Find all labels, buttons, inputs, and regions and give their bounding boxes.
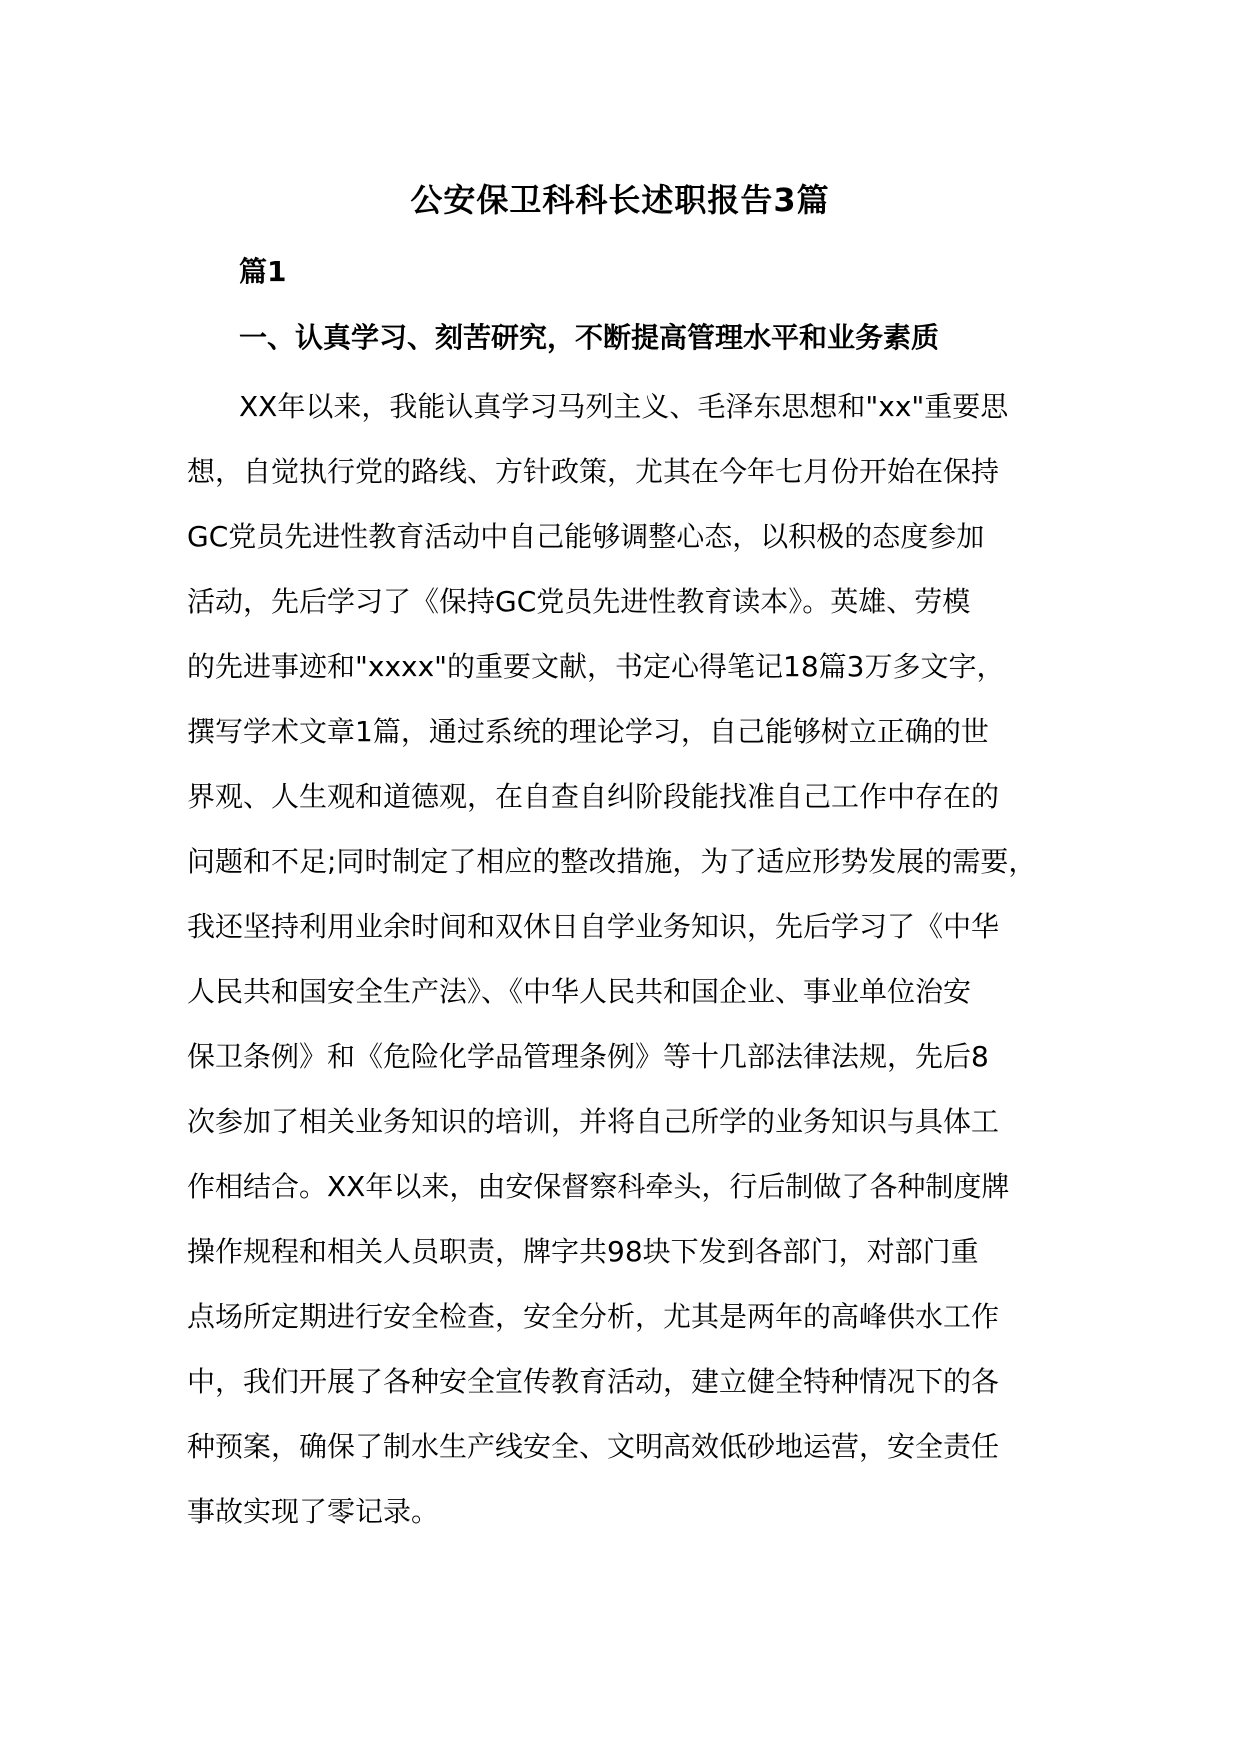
paragraph-line: 作相结合。XX年以来，由安保督察科牵头，行后制做了各种制度牌 [187,1170,1010,1203]
paragraph-line: 撰写学术文章1篇，通过系统的理论学习，自己能够树立正确的世 [187,715,989,748]
paragraph-line: 事故实现了零记录。 [187,1495,440,1528]
paragraph-line: 种预案，确保了制水生产线安全、文明高效低砂地运营，安全责任 [187,1430,1000,1463]
paragraph-line: 活动，先后学习了《保持GC党员先进性教育读本》。英雄、劳模 [187,585,971,618]
paragraph-line: 的先进事迹和"xxxx"的重要文献，书定心得笔记18篇3万多文字， [187,650,1005,683]
chapter-label: 篇1 [239,255,287,288]
paragraph-line: GC党员先进性教育活动中自己能够调整心态，以积极的态度参加 [187,520,985,553]
body-paragraph [187,385,1067,1555]
paragraph-line: 我还坚持利用业余时间和双休日自学业务知识，先后学习了《中华 [187,910,1000,943]
paragraph-line: 人民共和国安全生产法》、《中华人民共和国企业、事业单位治安 [187,975,972,1008]
paragraph-line: 中，我们开展了各种安全宣传教育活动，建立健全特种情况下的各 [187,1365,1000,1398]
paragraph-line: 操作规程和相关人员职责，牌字共98块下发到各部门，对部门重 [187,1235,979,1268]
document-title: 公安保卫科科长述职报告3篇 [410,181,830,219]
paragraph-line: 次参加了相关业务知识的培训，并将自己所学的业务知识与具体工 [187,1105,1000,1138]
paragraph-line: 界观、人生观和道德观，在自查自纠阶段能找准自己工作中存在的 [187,780,1000,813]
paragraph-line: 保卫条例》和《危险化学品管理条例》等十几部法律法规，先后8 [187,1040,989,1073]
paragraph-line: 问题和不足;同时制定了相应的整改措施，为了适应形势发展的需要， [187,845,1037,878]
paragraph-line: 点场所定期进行安全检查，安全分析，尤其是两年的高峰供水工作 [187,1300,1000,1333]
paragraph-line: 想，自觉执行党的路线、方针政策，尤其在今年七月份开始在保持 [187,455,1000,488]
section-heading: 一、认真学习、刻苦研究，不断提高管理水平和业务素质 [239,321,940,354]
paragraph-line: XX年以来，我能认真学习马列主义、毛泽东思想和"xx"重要思 [239,390,1009,423]
